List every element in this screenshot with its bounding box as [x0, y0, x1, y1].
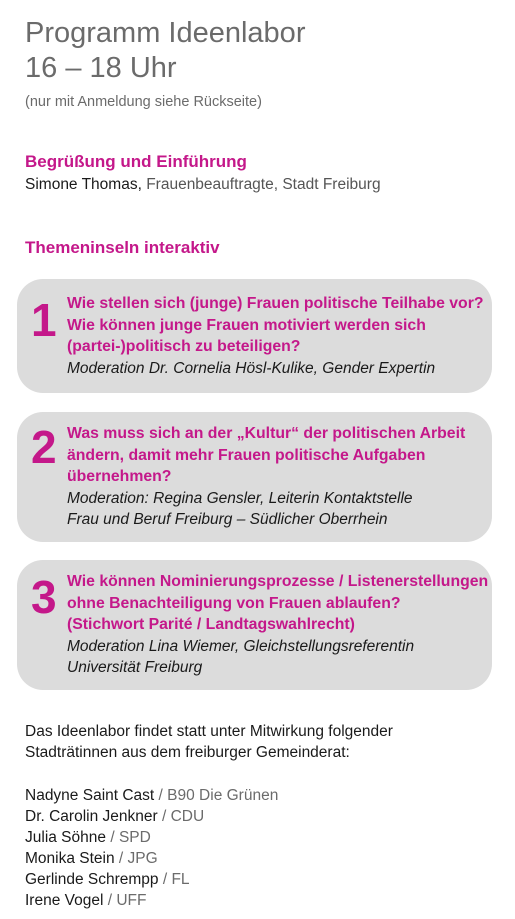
speaker-name: Simone Thomas,	[25, 176, 142, 193]
topic-body	[67, 571, 489, 679]
moderation-line: Moderation: Regina Gensler, Leiterin Kontaktstelle	[67, 489, 413, 507]
topic-moderation	[67, 488, 482, 531]
member-name: Irene Vogel	[25, 892, 104, 909]
question-line: ohne Benachteiligung von Frauen ablaufen?	[67, 594, 401, 612]
separator: /	[106, 829, 119, 846]
topic-island-1	[17, 279, 492, 393]
member-party: FL	[171, 871, 190, 888]
member-party: CDU	[170, 808, 205, 825]
speaker-role: Frauenbeauftragte, Stadt Freiburg	[141, 176, 381, 193]
participation-intro	[25, 721, 393, 763]
topic-question	[67, 423, 482, 488]
welcome-speaker	[25, 176, 381, 194]
question-line: Was muss sich an der „Kultur“ der politischen Arbeit	[67, 425, 466, 442]
intro-line: Stadträtinnen aus dem freiburger Gemeinderat:	[25, 744, 350, 761]
separator: /	[157, 808, 171, 825]
topic-question	[67, 571, 489, 636]
separator: /	[154, 787, 168, 804]
question-line: Wie können junge Frauen motiviert werden sich	[67, 316, 426, 334]
topic-question	[67, 293, 482, 358]
separator: /	[158, 871, 172, 888]
moderation-line: Moderation Dr. Cornelia Hösl-Kulike, Gender Expertin	[67, 359, 436, 377]
moderation-line: Universität Freiburg	[67, 659, 203, 676]
council-member	[25, 785, 278, 806]
council-member	[25, 890, 278, 911]
topic-island-2	[17, 412, 492, 542]
topic-moderation	[67, 358, 482, 380]
question-line: Wie stellen sich (junge) Frauen politische Teilhabe vor?	[67, 295, 484, 312]
page-title-line-2: 16 – 18 Uhr	[25, 52, 177, 84]
page-title-line-1: Programm Ideenlabor	[25, 17, 306, 49]
member-name: Dr. Carolin Jenkner	[25, 808, 158, 825]
intro-line: Das Ideenlabor findet statt unter Mitwirkung folgender	[25, 723, 393, 740]
topic-number: 2	[31, 421, 57, 473]
council-member	[25, 806, 278, 827]
topic-body	[67, 423, 482, 531]
member-name: Julia Söhne	[25, 829, 107, 846]
member-name: Nadyne Saint Cast	[25, 787, 155, 804]
topic-body	[67, 293, 482, 379]
council-member	[25, 827, 278, 848]
member-party: B90 Die Grünen	[167, 787, 279, 804]
member-party: SPD	[118, 829, 151, 846]
topic-number: 1	[31, 294, 57, 346]
topic-moderation	[67, 636, 482, 679]
member-party: UFF	[116, 892, 147, 909]
topic-islands-heading: Themeninseln interaktiv	[25, 238, 220, 257]
page-title	[25, 16, 305, 86]
question-line: ändern, damit mehr Frauen politische Aufgaben	[67, 446, 426, 464]
registration-note: (nur mit Anmeldung siehe Rückseite)	[25, 94, 262, 110]
topic-island-3	[17, 560, 492, 690]
question-line: übernehmen?	[67, 468, 172, 485]
moderation-line: Frau und Beruf Freiburg – Südlicher Oberrhein	[67, 511, 388, 528]
welcome-heading: Begrüßung und Einführung	[25, 152, 247, 171]
member-party: JPG	[127, 850, 158, 867]
moderation-line: Moderation Lina Wiemer, Gleichstellungsreferentin	[67, 637, 415, 655]
separator: /	[114, 850, 128, 867]
separator: /	[103, 892, 117, 909]
council-member	[25, 869, 278, 890]
question-line: Wie können Nominierungsprozesse / Listenerstellungen	[67, 573, 489, 590]
council-member	[25, 848, 278, 869]
question-line: (partei-)politisch zu beteiligen?	[67, 338, 301, 355]
question-line: (Stichwort Parité / Landtagswahlrecht)	[67, 616, 355, 633]
member-name: Gerlinde Schrempp	[25, 871, 159, 888]
council-member-list	[25, 785, 278, 911]
topic-number: 3	[31, 571, 57, 623]
member-name: Monika Stein	[25, 850, 115, 867]
